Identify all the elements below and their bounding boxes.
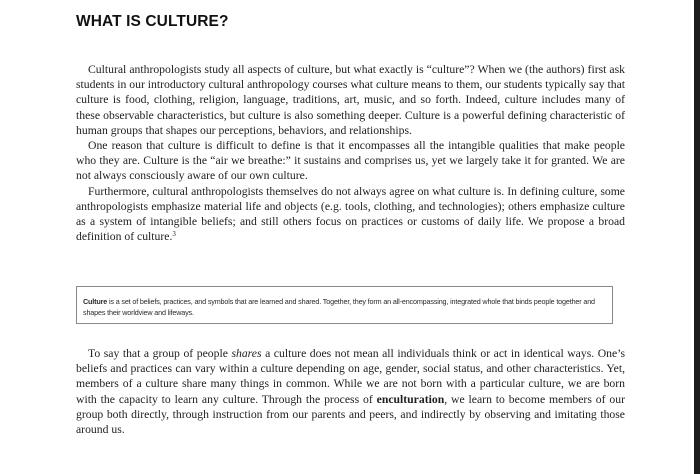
definition-term: Culture	[83, 297, 108, 306]
paragraph-4-part-2: a culture does not mean all individuals think or act in identical ways. One’s beliefs and practices can vary within a culture depending on age, gender, social status, and other characteristics. Yet, members of a culture share many things in common. While we are not born with a particular culture, we are born with the capacity to learn any culture. Through the process of	[76, 347, 625, 406]
intro-text	[76, 62, 625, 244]
paragraph-2: One reason that culture is difficult to define is that it encompasses all the intangible qualities that make people who they are. Culture is the “air we breathe:” it sustains and comprises us, yet we largely take it for granted. We are not always consciously aware of our own culture.	[76, 139, 625, 183]
paragraph-3	[76, 184, 625, 245]
definition-body: is a set of beliefs, practices, and symbols that are learned and shared. Together, they form an all-encompassing, integrated whole that binds people together and shapes their worldview and lifeways.	[83, 297, 595, 317]
paragraph-3-text: Furthermore, cultural anthropologists themselves do not always agree on what culture is. In defining culture, some anthropologists emphasize material life and objects (e.g. tools, clothing, and technologies); others emphasize culture as a system of intangible beliefs; and still others focus on practices or customs of daily life. We propose a broad definition of culture.	[76, 184, 625, 244]
definition-text	[83, 296, 606, 318]
paragraph-4-emphasis: shares	[231, 347, 262, 360]
paragraph-4-part-1: To say that a group of people	[88, 347, 232, 360]
paragraph-1: Cultural anthropologists study all aspects of culture, but what exactly is “culture”? When we (the authors) first ask students in our introductory cultural anthropology courses what culture means to them, our students typically say that culture is food, clothing, religion, language, traditions, art, music, and so forth. Indeed, culture includes many of these observable characteristics, but culture is also something deeper. Culture is a powerful defining characteristic of human groups that shapes our perceptions, behaviors, and relationships.	[76, 63, 625, 137]
closing-text	[76, 346, 625, 437]
section-heading: WHAT IS CULTURE?	[76, 13, 229, 30]
paragraph-4-part-3: , we learn to become members of our group both directly, through instruction from our parents and peers, and indirectly by observing and imitating those around us.	[76, 392, 625, 437]
footnote-marker: 3	[172, 230, 176, 239]
definition-box	[76, 286, 613, 324]
paragraph-4	[76, 346, 625, 437]
page-edge-bar	[694, 0, 700, 474]
enculturation-term: enculturation	[376, 392, 445, 406]
